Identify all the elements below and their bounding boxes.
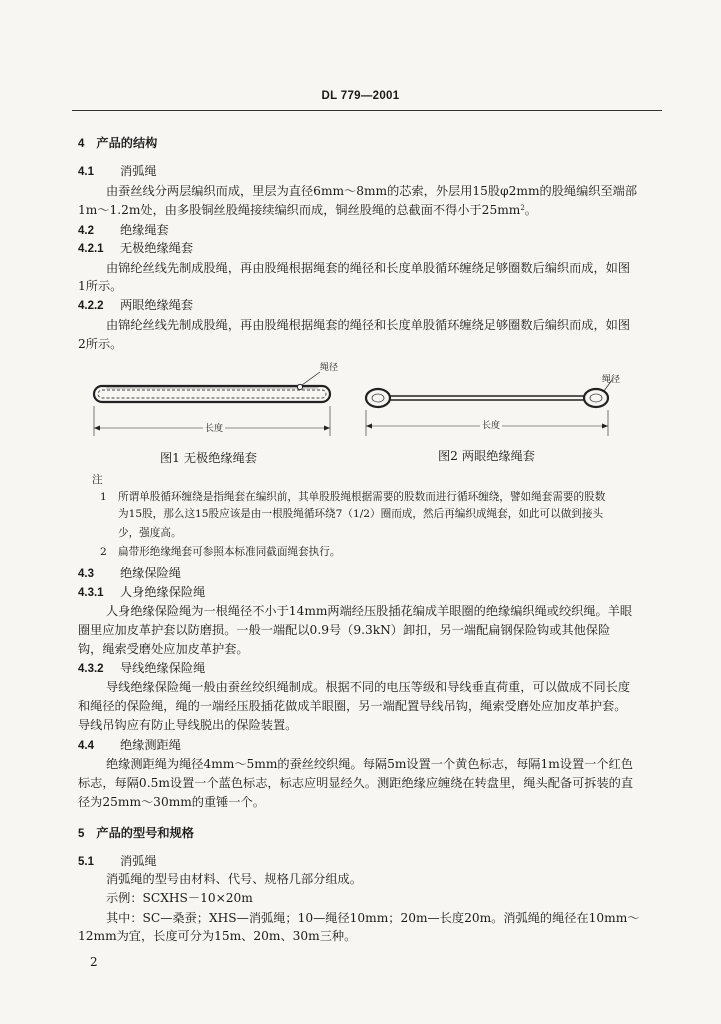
section-4-3-1-line-1: 人身绝缘保险绳为一根绳径不小于14mm两端经压股插花编成羊眼圈的绝缘编织绳或绞织绳。羊眼: [106, 604, 633, 618]
section-4-3-1-line-2: 圈里应加皮革护套以防磨损。一般一端配以0.9号（9.3kN）卸扣，另一端配扁钢保险钩或其他保险: [78, 623, 611, 637]
note-1-number: 1: [100, 491, 107, 503]
section-4-3-1-heading: 4.3.1 人身绝缘保险绳: [78, 585, 206, 599]
section-4-1-heading: 4.1 消弧绳: [78, 164, 157, 178]
note-2-line-1: 扁带形绝缘绳套可参照本标准同截面绳套执行。: [118, 546, 341, 558]
figure-2-length-label: 长度: [482, 421, 501, 431]
section-5-1-heading: 5.1 消弧绳: [78, 854, 157, 868]
section-4-2-1-heading: 4.2.1 无极绝缘绳套: [78, 241, 194, 255]
header-rule: [72, 110, 662, 111]
section-4-3-2-line-1: 导线绝缘保险绳一般由蚕丝绞织绳制成。根据不同的电压等级和导线垂直荷重，可以做成不同长度: [106, 680, 631, 694]
section-4-2-1-line-2: 1所示。: [78, 279, 123, 293]
page-number: 2: [90, 955, 98, 969]
figure-1-rope-label: 绳径: [320, 363, 339, 373]
notes-title: 注: [92, 474, 103, 486]
section-4-2-1-line-1: 由锦纶丝线先制成股绳，再由股绳根据绳套的绳径和长度单股循环缠绕足够圈数后编织而成，如图: [106, 261, 631, 275]
section-5-1-line-1: 消弧绳的型号由材料、代号、规格几部分组成。: [106, 872, 362, 886]
section-4-2-2-line-2: 2所示。: [78, 337, 123, 351]
section-4-1-line-1: 由蚕丝线分两层编织而成，里层为直径6mm～8mm的芯索，外层用15股φ2mm的股绳编织至端部: [106, 184, 638, 198]
section-4-1-line-2: 1m～1.2m处，由多股铜丝股绳接续编织而成，铜丝股绳的总截面不得小于$25mm^2$。: [78, 203, 537, 217]
section-4-4-line-1: 绝缘测距绳为绳径4mm～5mm的蚕丝绞织绳。每隔5m设置一个黄色标志，每隔1m设置一个红色: [106, 757, 633, 771]
section-4-2-2-heading: 4.2.2 两眼绝缘绳套: [78, 298, 194, 312]
note-1-line-3: 少，强度高。: [118, 527, 182, 539]
section-4-heading: 4 产品的结构: [78, 136, 158, 150]
section-4-4-heading: 4.4 绝缘测距绳: [78, 738, 181, 752]
figure-2-rope-label: 绳径: [602, 375, 621, 385]
section-4-3-2-line-3: 导线吊钩应有防止导线脱出的保险装置。: [78, 718, 298, 732]
section-5-heading: 5 产品的型号和规格: [78, 826, 194, 840]
figure-1-length-label: 长度: [205, 424, 224, 434]
section-4-2-2-line-1: 由锦纶丝线先制成股绳，再由股绳根据绳套的绳径和长度单股循环缠绕足够圈数后编织而成，如图: [106, 318, 631, 332]
section-5-1-line-3: 其中：SC—桑蚕；XHS—消弧绳；10—绳径10mm；20m—长度20m。消弧绳的绳径在10mm～: [106, 911, 640, 925]
figure-1-caption: 图1 无极绝缘绳套: [160, 451, 257, 465]
section-5-1-line-4: 12mm为宜，长度可分为15m、20m、30m三种。: [78, 929, 357, 943]
section-4-3-2-heading: 4.3.2 导线绝缘保险绳: [78, 661, 206, 675]
section-5-1-example: 示例：SCXHS－10×20m: [106, 891, 253, 905]
note-1-line-1: 所谓单股循环缠绕是指绳套在编织前，其单股股绳根据需要的股数而进行循环缠绕，譬如绳套需要的股数: [118, 491, 606, 503]
section-4-3-1-line-3: 钩，绳索受磨处应加皮革护套。: [78, 642, 249, 656]
section-4-4-line-2: 标志，每隔0.5m设置一个蓝色标志，标志应明显经久。测距绝缘应缠绕在转盘里，绳头配备可拆装的直: [78, 776, 634, 790]
note-2-number: 2: [100, 546, 107, 558]
section-4-3-2-line-2: 和绳径的保险绳，绳的一端经压股插花做成羊眼圈，另一端配置导线吊钩，绳索受磨处应加皮革护套。: [78, 699, 627, 713]
section-4-3-heading: 4.3 绝缘保险绳: [78, 566, 181, 580]
section-4-4-line-3: 径为25mm～30mm的重锤一个。: [78, 795, 265, 809]
section-4-2-heading: 4.2 绝缘绳套: [78, 223, 169, 237]
figure-2-caption: 图2 两眼绝缘绳套: [438, 449, 535, 463]
page-header: DL 779—2001: [321, 90, 400, 102]
note-1-line-2: 为15股，那么这15股应该是由一根股绳循环绕7（1/2）圈而成，然后再编织成绳套，如此可以做到接头: [118, 508, 604, 520]
